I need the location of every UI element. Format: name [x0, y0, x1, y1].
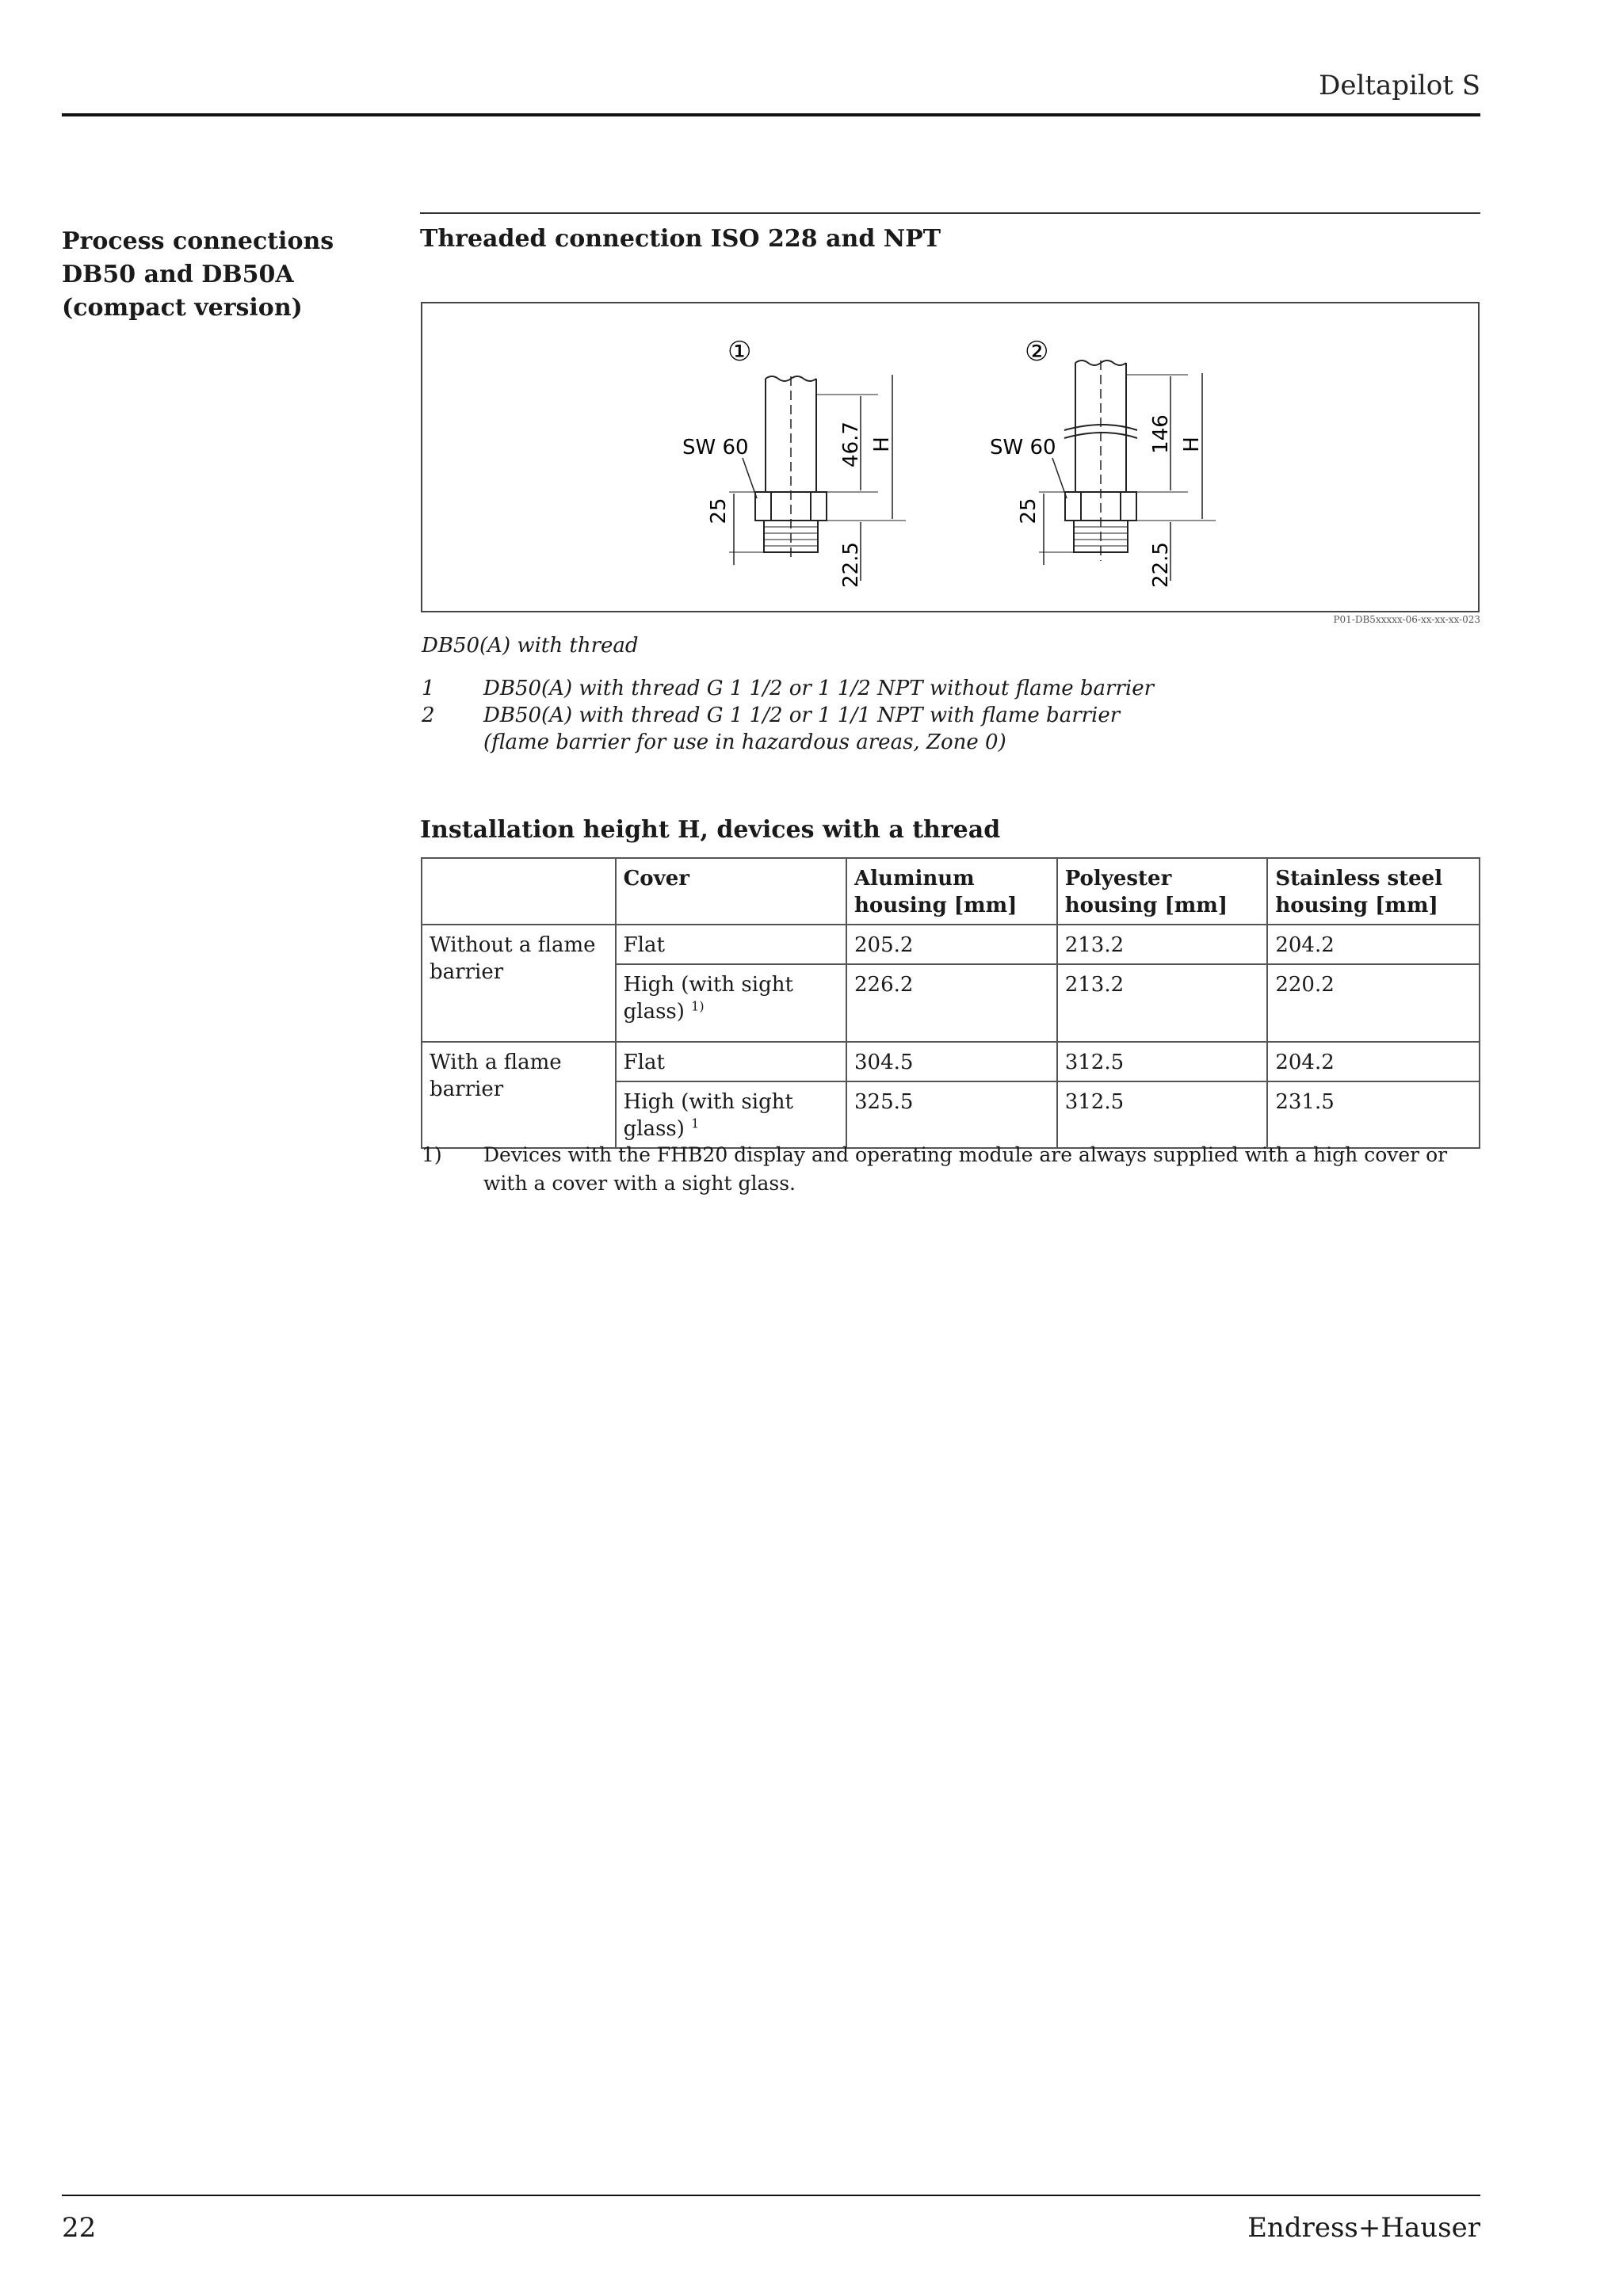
device-2-drawing: [1039, 360, 1216, 581]
stainless-cell: 220.2: [1267, 964, 1480, 1042]
device-2-sw-label: SW 60: [990, 436, 1056, 460]
column-header: Aluminum housing [mm]: [846, 858, 1057, 925]
column-header: [422, 858, 616, 925]
aluminum-cell: 226.2: [846, 964, 1057, 1042]
device-2-dim-h: H: [1180, 437, 1204, 452]
figure-legend: [422, 675, 1476, 756]
polyester-cell: 213.2: [1057, 925, 1268, 964]
page-number: 22: [62, 2212, 97, 2244]
device-2-dim-25: 25: [1017, 498, 1041, 524]
polyester-cell: 312.5: [1057, 1081, 1268, 1148]
table-footnote: [422, 1141, 1476, 1198]
table-row: [422, 1042, 1480, 1081]
callout-2: ②: [1025, 336, 1049, 368]
device-2-dim-22-5: 22.5: [1149, 542, 1173, 588]
column-header: Polyester housing [mm]: [1057, 858, 1268, 925]
side-heading: Process connections DB50 and DB50A (compact version): [62, 227, 334, 322]
figure-box: [421, 302, 1480, 612]
figure-id: P01-DB5xxxxx-06-xx-xx-xx-023: [1333, 614, 1480, 625]
aluminum-cell: 304.5: [846, 1042, 1057, 1081]
stainless-cell: 204.2: [1267, 925, 1480, 964]
aluminum-cell: 205.2: [846, 925, 1057, 964]
cover-cell: Flat: [616, 1042, 846, 1081]
legend-item: [422, 675, 1476, 702]
legend-text: DB50(A) with thread G 1 1/2 or 1 1/2 NPT without flame barrier: [483, 677, 1155, 700]
footnote-text: Devices with the FHB20 display and operating module are always supplied with a high cover or with a cover with a sight glass.: [483, 1143, 1448, 1195]
table-header-row: [422, 858, 1480, 925]
stainless-cell: 204.2: [1267, 1042, 1480, 1081]
legend-text: (flame barrier for use in hazardous areas, Zone 0): [483, 730, 1006, 754]
aluminum-cell: 325.5: [846, 1081, 1057, 1148]
legend-item: [422, 702, 1476, 729]
legend-number: 1: [422, 677, 435, 700]
device-1-drawing: [729, 375, 906, 581]
callout-1: ①: [727, 336, 752, 368]
group-label: Without a flame barrier: [422, 925, 616, 1042]
column-header: Stainless steel housing [mm]: [1267, 858, 1480, 925]
legend-number: [422, 729, 483, 756]
device-2-dim-146: 146: [1149, 414, 1173, 454]
cover-cell: High (with sight glass) $^1$: [616, 1081, 846, 1148]
stainless-cell: 231.5: [1267, 1081, 1480, 1148]
section-heading: Threaded connection ISO 228 and NPT: [420, 225, 941, 253]
footer-rule: [62, 2195, 1480, 2196]
installation-height-table: [421, 857, 1480, 1149]
header-rule: [62, 113, 1480, 116]
device-1-dim-22-5: 22.5: [839, 542, 863, 588]
cover-cell: High (with sight glass) $^{1)}$: [616, 964, 846, 1042]
cover-cell: Flat: [616, 925, 846, 964]
figure-caption: DB50(A) with thread: [422, 634, 639, 658]
legend-item: [422, 729, 1476, 756]
device-1-sw-label: SW 60: [682, 436, 749, 460]
table-heading: Installation height H, devices with a thread: [420, 816, 1001, 844]
section-rule: [420, 212, 1480, 214]
footnote-ref: 1): [691, 998, 705, 1014]
footnote-ref: 1: [691, 1116, 700, 1131]
polyester-cell: 312.5: [1057, 1042, 1268, 1081]
legend-text: DB50(A) with thread G 1 1/2 or 1 1/1 NPT with flame barrier: [483, 704, 1121, 727]
device-1-dim-25: 25: [707, 498, 731, 524]
dimension-drawing: [422, 303, 1478, 611]
device-1-dim-h: H: [870, 437, 894, 452]
group-label: With a flame barrier: [422, 1042, 616, 1148]
column-header: Cover: [616, 858, 846, 925]
polyester-cell: 213.2: [1057, 964, 1268, 1042]
header-title: Deltapilot S: [1319, 70, 1480, 101]
brand-name: Endress+Hauser: [1247, 2212, 1480, 2244]
table-row: [422, 925, 1480, 964]
device-1-dim-46-7: 46.7: [839, 421, 863, 467]
footnote-mark: 1): [422, 1143, 442, 1166]
legend-number: 2: [422, 704, 435, 727]
